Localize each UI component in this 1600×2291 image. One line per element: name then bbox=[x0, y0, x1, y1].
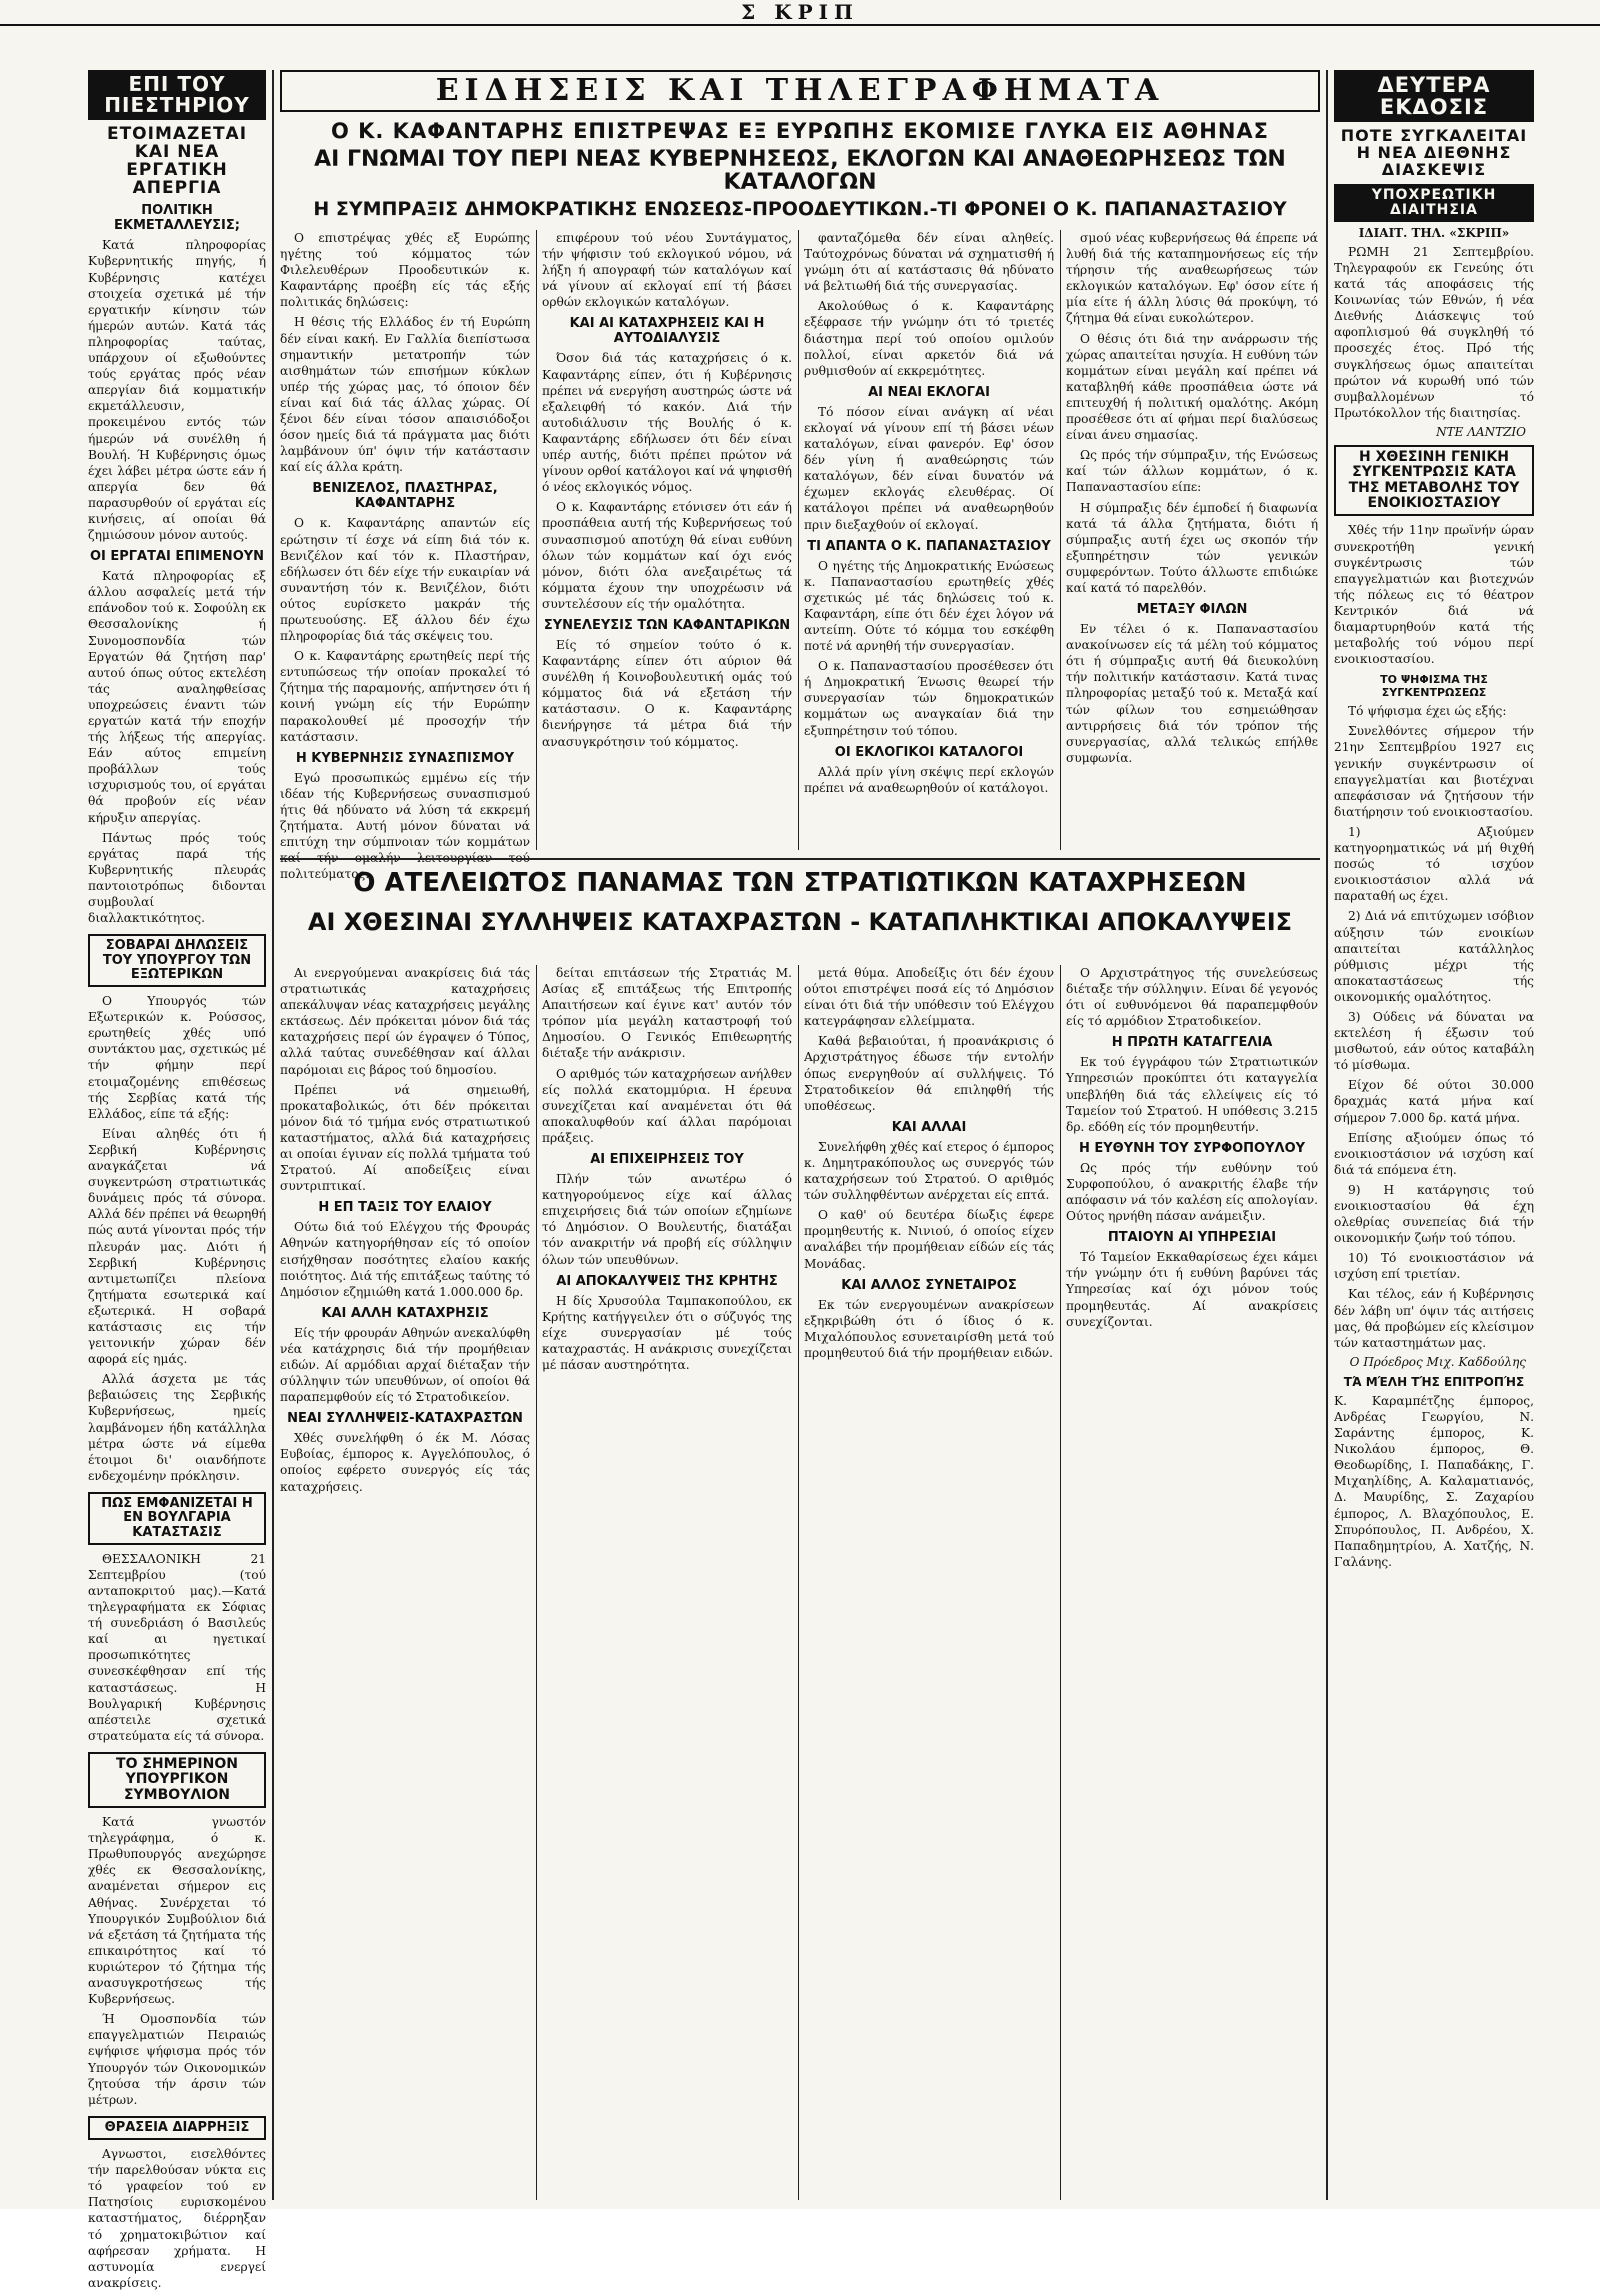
article-subhead: Η ΚΥΒΕΡΝΗΣΙΣ ΣΥΝΑΣΠΙΣΜΟΥ bbox=[295, 750, 515, 766]
article-paragraph: Ως πρός τήν ευθύνην τού Συρφοπούλου, ό ανακριτής έλαβε τήν απόφασιν νά τόν καλέση είς απολογίαν. Ούτος ηρνήθη πάσαν ανάμειξιν. bbox=[1066, 1160, 1318, 1224]
column-rule bbox=[798, 965, 799, 2200]
right-paragraph: Επίσης αξιούμεν όπως τό ενοικιοστάσιον νά ισχύση καί διά τά επόμενα έτη. bbox=[1334, 1130, 1534, 1177]
byline: ΝΤΕ ΛΑΝΤΖΙΟ bbox=[1436, 424, 1526, 439]
article-subhead: ΣΥΝΕΛΕΥΣΙΣ ΤΩΝ ΚΑΦΑΝΤΑΡΙΚΩΝ bbox=[543, 617, 791, 633]
article-subhead: ΚΑΙ ΑΙ ΚΑΤΑΧΡΗΣΕΙΣ ΚΑΙ Η ΑΥΤΟΔΙΑΛΥΣΙΣ bbox=[569, 316, 765, 347]
right-paragraph: Συνελθόντες σήμερον τήν 21ην Σεπτεμβρίου 1927 εις γενικήν συγκέντρωσιν οί επαγγελματίαι και βιοτέχναι απεφάσισαν νά ζητήσουν τήν διατήρησιν τού ενοικιοστασίου. bbox=[1334, 724, 1534, 819]
article-paragraph: Η θέσις τής Ελλάδος έν τή Ευρώπη δέν είναι κακή. Εν Γαλλία διεπίστωσα σημαντικήν μετατροπήν τών αισθημάτων τών επισήμων κύκλων υπέρ τής χώρας μας, τό όποιον δέν είναι καί διά τάς άλλας χώρας. Οί ξένοι δέν είναι τόσον απαισιόδοξοι όσον ημείς διά τά πράγματα μας διότι λαμβάνουν ύπ' όψιν τήν κατάστασιν καί είς άλλα κράτη. bbox=[280, 315, 530, 475]
left-headline-press: ΕΠΙ ΤΟΥ ΠΙΕΣΤΗΡΙΟΥ bbox=[88, 70, 266, 120]
article-subhead: ΒΕΝΙΖΕΛΟΣ, ΠΛΑΣΤΗΡΑΣ, ΚΑΦΑΝΤΑΡΗΣ bbox=[312, 481, 498, 512]
right-subhead-members: ΤΆ ΜΈΛΗ ΤΉΣ ΕΠΙΤΡΟΠΉΣ bbox=[1343, 1374, 1525, 1389]
right-paragraph: 1) Αξιούμεν κατηγορηματικώς νά μή θιχθή ποσώς τό ισχύον ενοικιοστάσιον αλλά νά παραταθή ως έχει. bbox=[1334, 824, 1534, 904]
article-subhead: Η ΕΥΘΥΝΗ ΤΟΥ ΣΥΡΦΟΠΟΥΛΟΥ bbox=[1078, 1140, 1306, 1156]
article-paragraph: Συνελήφθη χθές καί ετερος ό έμπορος κ. Δημητρακόπουλος ως συνεργός τών καταχρήσεων τού Στρατού. Ο αριθμός τών συλληφθέντων ανέρχεται είς επτά. bbox=[804, 1139, 1054, 1203]
center-col-2 bbox=[542, 230, 792, 850]
column-rule bbox=[1060, 965, 1061, 2200]
right-paragraph: 10) Τό ενοικιοστάσιον νά ισχύση επί τριετίαν. bbox=[1334, 1251, 1534, 1282]
article-paragraph: Η δίς Χρυσούλα Ταμπακοπούλου, εκ Κρήτης κατήγγειλεν ότι ο σύζυγός της είχε συνεργασίαν μέ τούς καταχραστάς. Η ανάκρισις συνεχίζεται μέ πάσαν αυστηρότητα. bbox=[542, 1293, 792, 1372]
signature-president: Ο Πρόεδρος Μιχ. Καδδούλης bbox=[1349, 1354, 1526, 1369]
article-subhead: Η ΕΠ ΤΑΞΙΣ ΤΟΥ ΕΛΑΙΟΥ bbox=[318, 1200, 492, 1216]
left-paragraph: Ή Ομοσπονδία τών επαγγελματιών Πειραιώς εψήφισε ψήφισμα πρός τόν Υπουργόν τών Οικονομικών ζητούσα τήν άρσιν τών μέτρων. bbox=[88, 2012, 266, 2107]
right-paragraph: ΡΩΜΗ 21 Σεπτεμβρίου. Τηλεγραφούν εκ Γενεύης ότι κατά τάς αποφάσεις τής Κοινωνίας τών Εθνών, ή νέα Διεθνής Διάσκεψις τού αφοπλισμού θά συγκληθή τό προσεχές έτος. Πρό τής συγκλήσεως όμως απαιτείται πρώτον νά κυρωθή υπό τών συμβαλλομένων τό Πρωτόκολλον τής διαιτησίας. bbox=[1334, 244, 1534, 420]
article-subhead: ΠΤΑΙΟΥΝ ΑΙ ΥΠΗΡΕΣΙΑΙ bbox=[1107, 1230, 1277, 1246]
article-paragraph: Ως πρός τήν σύμπραξιν, τής Ενώσεως καί τών άλλων κομμάτων, ό κ. Παπαναστασίου είπε: bbox=[1066, 448, 1318, 495]
right-paragraph: 2) Διά νά επιτύχωμεν ισόβιον αύξησιν τών ενοικίων απαιτείται κατάλληλος ρύθμισις μέχρι τής αποκαταστάσεως τής οικονομικής ομαλότητος. bbox=[1334, 909, 1534, 1004]
lower-col-2 bbox=[542, 965, 792, 2200]
masthead: Σ ΚΡΙΠ bbox=[0, 0, 1600, 26]
article-subhead: ΜΕΤΑΞΥ ΦΙΛΩΝ bbox=[1136, 602, 1248, 618]
article-subhead: ΚΑΙ ΑΛΛΗ ΚΑΤΑΧΡΗΣΙΣ bbox=[321, 1305, 489, 1321]
center-headline-kafantaris: Ο Κ. ΚΑΦΑΝΤΑΡΗΣ ΕΠΙΣΤΡΕΨΑΣ ΕΞ ΕΥΡΩΠΗΣ ΕΚΟΜΙΣΕ ΓΛΥΚΑ ΕΙΣ ΑΘΗΝΑΣ bbox=[330, 118, 1270, 143]
right-column bbox=[1334, 70, 1534, 2200]
article-paragraph: Ο ηγέτης τής Δημοκρατικής Ενώσεως κ. Παπαναστασίου ερωτηθείς χθές σχετικώς μέ τάς δηλώσεις τού κ. Καφαντάρη, είπε ότι δέν έχει λόγον νά αντείπη. Ούτε τό κόμμα του εσκέφθη ποτέ νά αρνηθή τήν συνεργασίαν. bbox=[804, 558, 1054, 654]
lower-col-4 bbox=[1066, 965, 1318, 2200]
article-subhead: Η ΠΡΩΤΗ ΚΑΤΑΓΓΕΛΙΑ bbox=[1111, 1035, 1273, 1051]
left-headline-council: ΤΟ ΣΗΜΕΡΙΝΟΝ ΥΠΟΥΡΓΙΚΟΝ ΣΥΜΒΟΥΛΙΟΝ bbox=[88, 1752, 266, 1808]
article-paragraph: Ακολούθως ό κ. Καφαντάρης εξέφρασε τήν γνώμην ότι τό τριετές διάστημα περί τού οποίου ομιλούν πολλοί, είναι αρκετόν διά νά ρυθμισθούν αί εκκρεμότητες. bbox=[804, 299, 1054, 378]
right-paragraph: Είχον δέ ούτοι 30.000 δραχμάς κατά μήνα καί σήμερον 7.000 δρ. κατά μήνα. bbox=[1334, 1078, 1534, 1125]
article-paragraph: Τό πόσον είναι ανάγκη αί νέαι εκλογαί νά γίνουν επί τή βάσει νέων καταλόγων, είναι φανερόν. Εφ' όσον δέν γίνη ή αναθεώρησις τών καταλόγων, δέν είναι δυνατόν νά έχωμεν εκλογάς ελευθέρας. Οί κατάλογοι πρέπει νά αναθεωρηθούν πριν διεξαχθούν οί εκλογαί. bbox=[804, 404, 1054, 532]
left-headline-minister: ΣΟΒΑΡΑΙ ΔΗΛΩΣΕΙΣ ΤΟΥ ΥΠΟΥΡΓΟΥ ΤΩΝ ΕΞΩΤΕΡΙΚΩΝ bbox=[88, 934, 266, 987]
left-paragraph: Πάντως πρός τούς εργάτας παρά τής Κυβερνητικής πλευράς παντοιοτρόπως διδονται συμβουλαί διαλλακτικότητος. bbox=[88, 830, 266, 926]
left-paragraph: Αλλά άσχετα με τάς βεβαιώσεις της Σερβικής Κυβερνήσεως, ημείς λαμβάνομεν ήδη κατάλληλα μέτρα ώστε νά είμεθα έτοιμοι δι' οιανδήποτε ενδεχομένην πρόκλησιν. bbox=[88, 1372, 266, 1483]
left-column bbox=[88, 70, 266, 2290]
article-subhead: ΑΙ ΕΠΙΧΕΙΡΗΣΕΙΣ ΤΟΥ bbox=[590, 1152, 744, 1168]
article-paragraph: Εκ τού έγγράφου τών Στρατιωτικών Υπηρεσιών προκύπτει ότι καταγγελία υπεβλήθη διά τάς ελλείψεις είς τό Ταμείον τού Στρατού. Η υπόθεσις 3.215 δρ. εδόθη είς τόν προμηθευτήν. bbox=[1066, 1055, 1318, 1134]
left-paragraph: Είναι αληθές ότι ή Σερβική Κυβέρνησις αναγκάζεται νά συγκεντρώση στρατιωτικάς δυνάμεις πρός τά σύνορα. Αλλά δέν πρέπει νά θεωρηθή πώς αυτά γίνονται πρός τήν πλευράν μας. Διότι ή Σερβική Κυβέρνησις αντιμετωπίζει πλείονα ζητήματα εσωτερικά καί εξωτερικά. Η σοβαρά κατάστασις εις τήν γειτονικήν χώραν δέν αφορά είς ημάς. bbox=[88, 1126, 266, 1367]
article-paragraph: Ο κ. Παπαναστασίου προσέθεσεν ότι ή Δημοκρατική Ένωσις θεωρεί τήν συνεργασίαν τών δημοκρατικών κομμάτων ως αναγκαίαν διά την εξυπηρέτησιν τού τόπου. bbox=[804, 659, 1054, 738]
article-paragraph: επιφέρουν τού νέου Συντάγματος, τήν ψήφισιν τού εκλογικού νόμου, νά λήξη ή απογραφή τών καταλόγων καί νά γίνουν αί εκλογαί επί τή βάσει ορθών εκλογικών καταλόγων. bbox=[542, 231, 792, 310]
center-col-4 bbox=[1066, 230, 1318, 850]
lower-col-1 bbox=[280, 965, 530, 2200]
center-col-1 bbox=[280, 230, 530, 882]
member-names: Κ. Καραμπέτζης έμπορος, Ανδρέας Γεωργίου, Ν. Σαράντης έμπορος, Κ. Νικολάου έμπορος, Θ. Θεοδωρίδης, Ι. Παπαδάκης, Γ. Μιχαηλίδης, Α. Καλαματιανός, Δ. Μαυρίδης, Σ. Ζαχαρίου έμπορος, Λ. Βλαχόπουλος, Ε. Σπυρόπουλος, Π. Ανδρέου, Χ. Παπαδημητρίου, Α. Χατζής, Ν. Γαλάνης. bbox=[1334, 1393, 1534, 1569]
article-paragraph: Ο αριθμός τών καταχρήσεων ανήλθεν είς πολλά εκατομμύρια. Η έρευνα συνεχίζεται καί αναμένεται ότι θά αποκαλυφθούν καί άλλαι παρόμοιαι πράξεις. bbox=[542, 1066, 792, 1145]
article-paragraph: Ο καθ' ού δευτέρα δίωξις έφερε προμηθευτής κ. Νινιού, ό οποίος είχεν αναλάβει τήν προμήθειαν είδών είς τάς Μονάδας. bbox=[804, 1208, 1054, 1271]
center-headline-panama: Ο ΑΤΕΛΕΙΩΤΟΣ ΠΑΝΑΜΑΣ ΤΩΝ ΣΤΡΑΤΙΩΤΙΚΩΝ ΚΑΤΑΧΡΗΣΕΩΝ bbox=[353, 868, 1247, 898]
column-rule bbox=[1060, 230, 1061, 850]
article-paragraph: Αι ενεργούμεναι ανακρίσεις διά τάς στρατιωτικάς καταχρήσεις απεκάλυψαν νέας καταχρήσεις μεγάλης εκτάσεως. Δέν πρόκειται μόνον διά τάς καταχρήσεις περί ών έγραψεν ό Τύπος, αλλά ταύτας συνεδέθησαν καί άλλαι παρόμοιαι εις βάρος τού δημοσίου. bbox=[280, 966, 530, 1077]
article-paragraph: σμού νέας κυβερνήσεως θά έπρεπε νά λυθή διά τής καταπημονήσεως είς τήν τήρησιν τής αναθεωρήσεως τών εκλογικών καταλόγων. Εφ' όσον είτε ή μία είτε ή άλλη λύσις θά προκύψη, τό ζήτημα θά είναι ευκολώτερον. bbox=[1066, 231, 1318, 326]
section-rule bbox=[280, 858, 1320, 860]
right-paragraph: 3) Ούδεις νά δύναται να εκτελέση ή έξωσιν τού μισθωτού, εάν ούτος καταβάλη τό μίσθωμα. bbox=[1334, 1009, 1534, 1073]
article-paragraph: φανταζόμεθα δέν είναι αληθείς. Ταύτοχρόνως δύναται νά σχηματισθή ή γνώμη ότι αί κατάστασις θά ηδύνατο νά βελτιωθή διά τής συνεργασίας. bbox=[804, 231, 1054, 294]
left-paragraph: ΘΕΣΣΑΛΟΝΙΚΗ 21 Σεπτεμβρίου (τού ανταποκριτού μας).—Κατά τηλεγραφήματα εκ Σόφιας τή συνεδριάση ό Βασιλεύς καί αι ηγετικαί προσωπικότητες συνεσκέφθησαν επί τής καταστάσεως. Η Βουλγαρική Κυβέρνησις απέστειλε σχετικά στρατεύματα είς τά σύνορα. bbox=[88, 1551, 266, 1743]
article-subhead: ΑΙ ΑΠΟΚΑΛΥΨΕΙΣ ΤΗΣ ΚΡΗΤΗΣ bbox=[556, 1273, 778, 1289]
article-paragraph: Εκ τών ενεργουμένων ανακρίσεων εξηκριβώθη ότι ό ίδιος ό κ. Μιχαλόπουλος εσυνεταιρίσθη μετά τού προμηθευτού διά τήν προμήθειαν ειδών. bbox=[804, 1297, 1054, 1360]
left-headline-strike: ΕΤΟΙΜΑΖΕΤΑΙ ΚΑΙ ΝΕΑ ΕΡΓΑΤΙΚΗ ΑΠΕΡΓΙΑ bbox=[106, 124, 248, 198]
article-paragraph: Αλλά πρίν γίνη σκέψις περί εκλογών πρέπει νά αναθεωρηθούν οί κατάλογοι. bbox=[804, 764, 1054, 795]
center-headline-cooperation: Η ΣΥΜΠΡΑΞΙΣ ΔΗΜΟΚΡΑΤΙΚΗΣ ΕΝΩΣΕΩΣ-ΠΡΟΟΔΕΥΤΙΚΩΝ.-ΤΙ ΦΡΟΝΕΙ Ο Κ. ΠΑΠΑΝΑΣΤΑΣΙΟΥ bbox=[313, 197, 1287, 220]
left-paragraph: Κατά πληροφορίας Κυβερνητικής πηγής, ή Κυβέρνησις κατέχει στοιχεία σχετικά μέ τήν εργατικήν κίνησιν τών ήμερών αυτών. Κατά τάς πληροφορίας ταύτας, υπάρχουν οί εξωθούντες τούς εργάτας πρός νέαν απεργίαν διά κομματικήν εκμετάλλευσιν, προκειμένου εντός τών ήμερών νά συνέλθη ή Βουλή. Ή Κυβέρνησις όμως έχει λάβει μέτρα ώστε εάν ή απεργία δεν θά παρασυρθούν οί εργάται είς κινήσεις, αί οποίαι θά ζημιώσουν μόνον αυτούς. bbox=[88, 238, 266, 543]
left-headline-burglary: ΘΡΑΣΕΙΑ ΔΙΑΡΡΗΞΙΣ bbox=[88, 2116, 266, 2140]
right-headline-rent-control: Η ΧΘΕΣΙΝΗ ΓΕΝΙΚΗ ΣΥΓΚΕΝΤΡΩΣΙΣ ΚΑΤΑ ΤΗΣ ΜΕΤΑΒΟΛΗΣ ΤΟΥ ΕΝΟΙΚΙΟΣΤΑΣΙΟΥ bbox=[1334, 445, 1534, 517]
article-paragraph: Εν τέλει ό κ. Παπαναστασίου ανακοίνωσεν είς τά μέλη τού κόμματος ότι ή σύμπραξις αυτή θά διευκολύνη τήν πολιτικήν κατάστασιν. Κατά τινας πληροφορίας μεταξύ τού κ. Μεταξά καί τών φίλων του εσημειώθησαν αντιρρήσεις διά τόν τρόπον τής συνεργασίας, αλλά τελικώς επήλθε συμφωνία. bbox=[1066, 622, 1318, 765]
right-paragraph: 9) Η κατάργησις τού ενοικιοστασίου θά έχη ολεθρίας συνεπείας διά τήν οικονομικήν ζωήν τού τόπου. bbox=[1334, 1182, 1534, 1246]
left-subhead-politics: ΠΟΛΙΤΙΚΗ ΕΚΜΕΤΑΛΛΕΥΣΙΣ; bbox=[114, 203, 240, 234]
left-paragraph: Αγνωστοι, εισελθόντες τήν παρελθούσαν νύκτα εις τό γραφείον τού εν Πατησίοις ευρισκομένου καταστήματος, διέρρηξαν τό χρηματοκιβώτιον καί αφήρεσαν χρήματα. Η αστυνομία ενεργεί ανακρίσεις. bbox=[88, 2147, 266, 2290]
article-paragraph: Καθά βεβαιούται, ή προανάκρισις ό Αρχιστράτηγος έδωσε τήν εντολήν όπως ενεργηθούν αί συλλήψεις. Τό Στρατοδικείον θά επιληφθή τής υποθέσεως. bbox=[804, 1034, 1054, 1113]
right-subhead-resolution: ΤΟ ΨΗΦΙΣΜΑ ΤΗΣ ΣΥΓΚΕΝΤΡΩΣΕΩΣ bbox=[1380, 673, 1488, 700]
center-section bbox=[280, 70, 1320, 2205]
article-paragraph: Πλήν τών ανωτέρω ό κατηγορούμενος είχε καί άλλας επιχειρήσεις διά τών οποίων εζημίωνε τό Δημόσιον. Ο Βουλευτής, διατάξαι τόν ανακριτήν νά προβή είς σύλληψιν όλων τών υπευθύνων. bbox=[542, 1172, 792, 1267]
article-subhead: ΚΑΙ ΑΛΛΟΣ ΣΥΝΕΤΑΙΡΟΣ bbox=[841, 1277, 1017, 1293]
right-headline-second-edition: ΔΕΥΤΕΡΑ ΕΚΔΟΣΙΣ bbox=[1334, 70, 1534, 122]
banner-news-telegrams: ΕΙΔΗΣΕΙΣ ΚΑΙ ΤΗΛΕΓΡΑΦΗΜΑΤΑ bbox=[280, 70, 1320, 112]
dateline: ΙΔΙΑΙΤ. ΤΗΛ. «ΣΚΡΙΠ» bbox=[1358, 225, 1510, 240]
left-paragraph: Ο Υπουργός τών Εξωτερικών κ. Ρούσσος, ερωτηθείς χθές υπό συντάκτου μας, σχετικώς μέ τήν φήμην περί ετοιμαζομένης επιθέσεως τής Σερβίας κατά τής Ελλάδος, είπε τά εξής: bbox=[88, 994, 266, 1121]
article-paragraph: Ο επιστρέψας χθές εξ Ευρώπης ηγέτης τού κόμματος τών Φιλελευθέρων Προοδευτικών κ. Καφαντάρης προέβη είς τάς εξής πολιτικάς δηλώσεις: bbox=[280, 231, 530, 310]
article-paragraph: Ούτω διά τού Ελέγχου τής Φρουράς Αθηνών κατηγορήθησαν είς τό οποίον εισήχθησαν ποσότητες ελαίου κακής ποιότητος. Διά τής επιτάξεως ταύτης τό Δημόσιον εζημιώθη κατά 1.000.000 δρ. bbox=[280, 1220, 530, 1299]
article-subhead: ΚΑΙ ΑΛΛΑΙ bbox=[891, 1119, 967, 1135]
left-subhead-workers: ΟΙ ΕΡΓΑΤΑΙ ΕΠΙΜΕΝΟΥΝ bbox=[89, 549, 265, 565]
right-paragraph: Τό ψήφισμα έχει ώς εξής: bbox=[1348, 704, 1507, 719]
article-paragraph: Χθές συνελήφθη ό έκ Μ. Λόσας Ευβοίας, έμπορος κ. Αγγελόπουλος, ό οποίος εφέρετο συνεργός είς τάς καταχρήσεις. bbox=[280, 1431, 530, 1494]
article-paragraph: Εγώ προσωπικώς εμμένω είς τήν ιδέαν τής Κυβερνήσεως συνασπισμού ήτις θά ηδύνατο νά λύση τά εκκρεμή ζητήματα. Αυτή μόνον δύναται νά επιτύχη την σύμπνοιαν τών κομμάτων πολιτεύματος. bbox=[280, 770, 530, 882]
left-headline-bulgaria: ΠΩΣ ΕΜΦΑΝΙΖΕΤΑΙ Η ΕΝ ΒΟΥΛΓΑΡΙΑ ΚΑΤΑΣΤΑΣΙΣ bbox=[88, 1492, 266, 1545]
article-paragraph: Ο κ. Καφαντάρης ετόνισεν ότι εάν ή προσπάθεια αυτή τής Κυβερνήσεως τού συνασπισμού αποτύχη θά είναι ευθύνη όλων τών κομμάτων καί όχι ενός μόνον, διότι όλα ανεξαιρέτως τά κόμματα έχουν την υποχρέωσιν νά συντελέσουν είς τήν ομαλότητα. bbox=[542, 500, 792, 611]
column-rule bbox=[1326, 70, 1328, 2200]
left-paragraph: Κατά πληροφορίας εξ άλλου ασφαλείς μετά τήν επάνοδον τού κ. Σοφούλη εκ Θεσσαλονίκης ή Συνομοσπονδία τών Εργατών θά ζητήση παρ' αυτού όπως ούτος εκτελέση τάς αναληφθείσας υποχρεώσεις έναντι τών εργατών κατά τήν εποχήν τής λήξεως τής απεργίας. Εάν αύτος επιμείνη προβάλλων τούς ισχυρισμούς του, οί εργάται θά προβούν είς νέαν κήρυξιν απεργίας. bbox=[88, 569, 266, 825]
article-paragraph: Είς τήν φρουράν Αθηνών ανεκαλύφθη νέα κατάχρησις διά τήν προμήθειαν ειδών. Αί αρμόδιαι αρχαί διέταξαν τήν σύλληψιν τών υπευθύνων, οί οποίοι θά παραπεμφθούν είς τό Στρατοδικείον. bbox=[280, 1325, 530, 1405]
column-rule bbox=[272, 70, 274, 2200]
column-rule bbox=[798, 230, 799, 850]
right-paragraph: Και τέλος, εάν ή Κυβέρνησις δέν λάβη υπ' όψιν τάς αιτήσεις μας, θά προβώμεν είς κλείσιμον τών καταστημάτων μας. bbox=[1334, 1287, 1534, 1350]
article-paragraph: μετά θύμα. Αποδείξις ότι δέν έχουν ούτοι επιστρέψει ποσά είς τό Δημόσιον είναι ότι διά τήν υπόθεσιν τού Ελέγχου κατεγράφησαν ελλείμματα. bbox=[804, 966, 1054, 1029]
left-paragraph: Κατά γνωστόν τηλεγράφημα, ό κ. Πρωθυπουργός ανεχώρησε χθές εκ Θεσσαλονίκης, αναμένεται σήμερον εις Αθήνας. Συνέρχεται τό Υπουργικόν Συμβούλιον διά νά εξετάση τά ζητήματα τής επικαιρότητος καί τό κυριώτερον τό ζήτημα τής ανασυγκροτήσεως τής Κυβερνήσεως. bbox=[88, 1815, 266, 2007]
article-paragraph: Όσον διά τάς καταχρήσεις ό κ. Καφαντάρης είπεν, ότι ή Κυβέρνησις πρέπει νά ενεργήση αυστηρώς ώστε νά εξαλειφθή τό κακόν. Διά τήν αυτοδιάλυσιν τής Βουλής ό κ. Καφαντάρης εδήλωσεν ότι δέν είναι υπέρ αυτής, διότι πρέπει πρώτον νά γίνουν ορθοί κατάλογοι καί νά ψηφισθή ό νέος εκλογικός νόμος. bbox=[542, 351, 792, 495]
article-paragraph: Τό Ταμείον Εκκαθαρίσεως έχει κάμει τήν γνώμην ότι ή ευθύνη βαρύνει τάς Υπηρεσίας καί όχι μόνον τούς προμηθευτάς. Αί ανακρίσεις συνεχίζονται. bbox=[1066, 1250, 1318, 1329]
center-headline-opinions: ΑΙ ΓΝΩΜΑΙ ΤΟΥ ΠΕΡΙ ΝΕΑΣ ΚΥΒΕΡΝΗΣΕΩΣ, ΕΚΛΟΓΩΝ ΚΑΙ ΑΝΑΘΕΩΡΗΣΕΩΣ ΤΩΝ ΚΑΤΑΛΟΓΩΝ bbox=[314, 146, 1286, 195]
article-subhead: ΤΙ ΑΠΑΝΤΑ Ο Κ. ΠΑΠΑΝΑΣΤΑΣΙΟΥ bbox=[807, 538, 1051, 554]
article-paragraph: Είς τό σημείον τούτο ό κ. Καφαντάρης είπεν ότι αύριον θά συνέλθη ή Κοινοβουλευτική ομάς τού κόμματος διά νά εξετάση τήν κατάστασιν. Ο κ. Καφαντάρης διενήργησε τά μέτρα διά τήν ανασυγκρότησιν τού κόμματος. bbox=[542, 637, 792, 749]
article-paragraph: Ο κ. Καφαντάρης ερωτηθείς περί τής εντυπώσεως τήν οποίαν προκαλεί τό ζήτημα τής παραμονής, απήντησεν ότι ή κοινή γνώμη είς τήν Ευρώπην παρακολουθεί μέ προσοχήν τήν κατάστασιν. bbox=[280, 649, 530, 744]
article-paragraph: Πρέπει νά σημειωθή, προκαταβολικώς, ότι δέν πρόκειται μόνον διά τό τμήμα ενός στρατιωτικού καταστήματος, αλλά διά καταχρήσεις αι οποίαι έγιναν είς πολλά τμήματα τού Στρατού. Αί αποδείξεις είναι συντριπτικαί. bbox=[280, 1082, 530, 1194]
article-paragraph: δείται επιτάσεων τής Στρατιάς Μ. Ασίας εξ επιτάξεως τής Επιτροπής Απαιτήσεων καί έγινε κατ' αυτόν τόν τρόπον μία μεγάλη καταστροφή τού Δημοσίου. Ο Γενικός Επιθεωρητής διέταξε τήν ανάκρισιν. bbox=[542, 966, 792, 1061]
article-paragraph: Ο κ. Καφαντάρης απαντών είς ερώτησιν τί έσχε νά είπη διά τόν κ. Βενιζέλον καί τόν κ. Πλαστήραν, εδήλωσεν ότι δέν είχε τήν ευκαιρίαν νά συναντήση τόν κ. Βενιζέλον, διότι ούτος ευρίσκετο μακράν τής πρωτευούσης. Εξ άλλου δέν έχω πληροφορίας διά τάς σκέψεις του. bbox=[280, 516, 530, 644]
center-headline-arrests: ΑΙ ΧΘΕΣΙΝΑΙ ΣΥΛΛΗΨΕΙΣ ΚΑΤΑΧΡΑΣΤΩΝ - ΚΑΤΑΠΛΗΚΤΙΚΑΙ ΑΠΟΚΑΛΥΨΕΙΣ bbox=[307, 908, 1293, 936]
article-subhead: ΝΕΑΙ ΣΥΛΛΗΨΕΙΣ-ΚΑΤΑΧΡΑΣΤΩΝ bbox=[287, 1411, 523, 1427]
right-paragraph: Χθές τήν 11ην πρωϊνήν ώραν συνεκροτήθη γενική συγκέντρωσις τών επαγγελματιών και βιοτεχνών τής πόλεως εις τό θέατρον Κεντρικόν διά νά διαμαρτυρηθούν κατά τής μεταβολής τού νόμου περί ενοικιοστασίου. bbox=[1334, 523, 1534, 667]
lower-col-3 bbox=[804, 965, 1054, 2200]
article-paragraph: Ο θέσις ότι διά την ανάρρωσιν τής χώρας απαιτείται ησυχία. Η ευθύνη τών κομμάτων είναι μεγάλη καί πρέπει νά καταβληθή κάθε προσπάθεια ώστε νά επιτευχθή ή πολιτική ομαλότης. Ακόμη προσέθεσε ότι αί φήμαι περί διαλύσεως είναι άνευ σημασίας. bbox=[1066, 331, 1318, 443]
article-paragraph: Ο Αρχιστράτηγος τής συνελεύσεως διέταξε τήν σύλληψιν. Είναι δέ γεγονός ότι οί ευθυνόμενοι θά παραπεμφθούν είς τό αρμόδιον Στρατοδικείον. bbox=[1066, 966, 1318, 1029]
column-rule bbox=[536, 230, 537, 850]
center-col-3 bbox=[804, 230, 1054, 850]
article-subhead: ΑΙ ΝΕΑΙ ΕΚΛΟΓΑΙ bbox=[868, 384, 990, 400]
right-headline-arbitration: ΥΠΟΧΡΕΩΤΙΚΗ ΔΙΑΙΤΗΣΙΑ bbox=[1334, 184, 1534, 221]
article-paragraph: Η σύμπραξις δέν έμποδεί ή διαφωνία κατά τά άλλα ζητήματα, διότι ή σύμπραξις αυτή έχει ως σκοπόν τήν εξυπηρέτησιν τών γενικών συμφερόντων. Τούτο άλλωστε επιδιώκε καί κατά τό παρελθόν. bbox=[1066, 500, 1318, 595]
article-subhead: ΟΙ ΕΚΛΟΓΙΚΟΙ ΚΑΤΑΛΟΓΟΙ bbox=[834, 744, 1024, 760]
column-rule bbox=[536, 965, 537, 2200]
right-headline-conference: ΠΟΤΕ ΣΥΓΚΑΛΕΙΤΑΙ Η ΝΕΑ ΔΙΕΘΝΗΣ ΔΙΑΣΚΕΨΙΣ bbox=[1340, 126, 1528, 179]
